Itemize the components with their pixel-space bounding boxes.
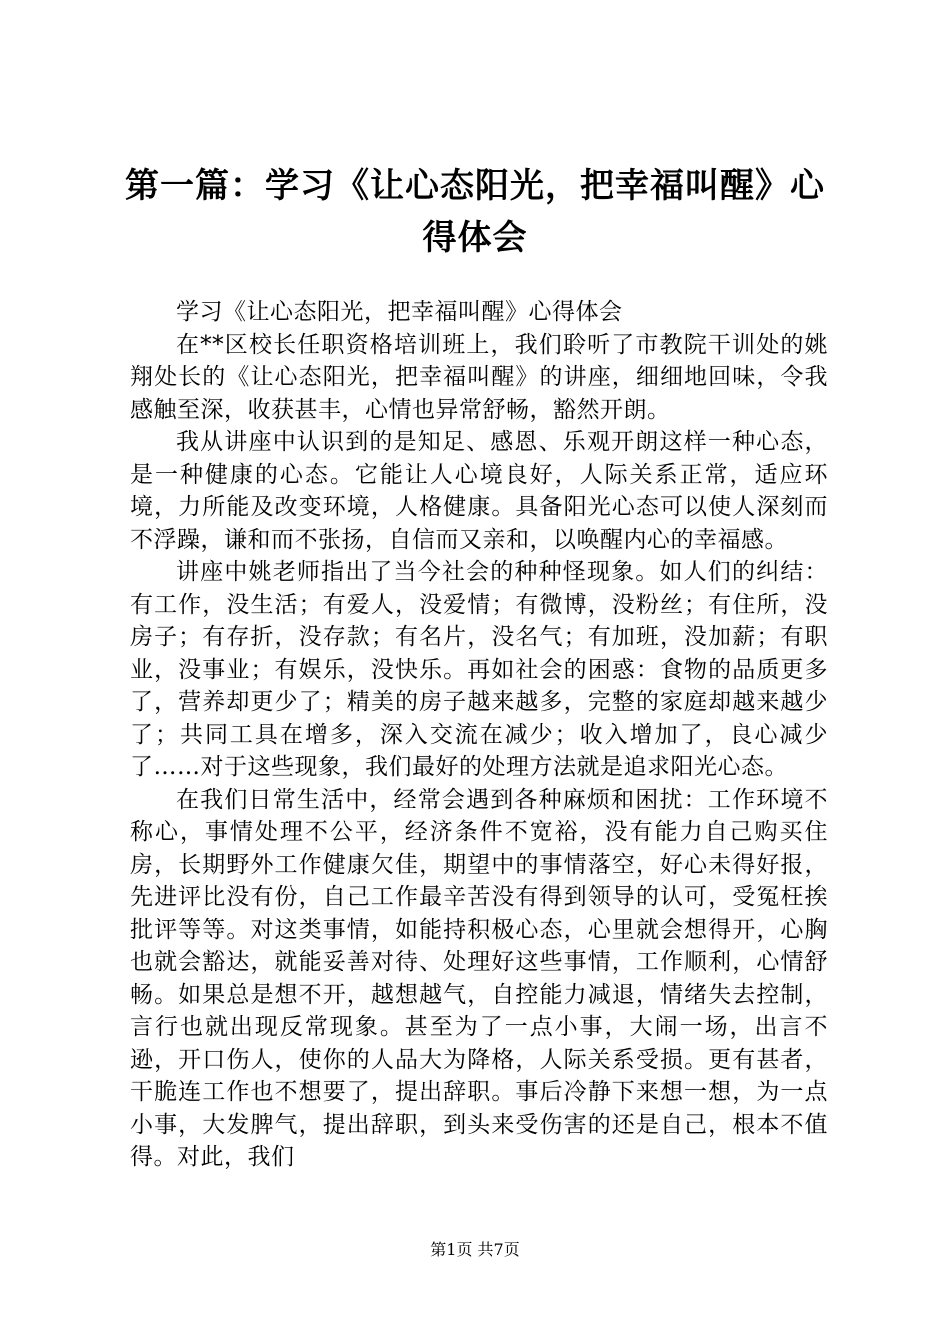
document-title: 第一篇：学习《让心态阳光，把幸福叫醒》心得体会 (125, 166, 825, 258)
paragraph: 在我们日常生活中，经常会遇到各种麻烦和困扰：工作环境不称心，事情处理不公平，经济条件不宽裕，没有能力自己购买住房，长期野外工作健康欠佳，期望中的事情落空，好心未得好报，先进评比没有份，自己工作最辛苦没有得到领导的认可，受冤枉挨批评等等。对这类事情，如能持积极心态，心里就会想得开，心胸也就会豁达，就能妥善对待、处理好这些事情，工作顺利，心情舒畅。如果总是想不开，越想越气，自控能力减退，情绪失去控制，言行也就出现反常现象。甚至为了一点小事，大闹一场，出言不逊，开口伤人，使你的人品大为降格，人际关系受损。更有甚者，干脆连工作也不想要了，提出辞职。事后冷静下来想一想，为一点小事，大发脾气，提出辞职，到头来受伤害的还是自己，根本不值得。对此，我们 (130, 786, 828, 1170)
paragraph-subtitle: 学习《让心态阳光，把幸福叫醒》心得体会 (176, 299, 623, 325)
document-body (130, 296, 828, 1174)
page-footer: 第1页 共7页 (430, 1240, 520, 1259)
paragraph: 讲座中姚老师指出了当今社会的种种怪现象。如人们的纠结：有工作，没生活；有爱人，没爱情；有微博，没粉丝；有住所，没房子；有存折，没存款；有名片，没名气；有加班，没加薪；有职业，没事业；有娱乐，没快乐。再如社会的困惑：食物的品质更多了，营养却更少了；精美的房子越来越多，完整的家庭却越来越少了；共同工具在增多，深入交流在减少；收入增加了，良心减少了……对于这些现象，我们最好的处理方法就是追求阳光心态。 (130, 559, 828, 780)
paragraph: 在**区校长任职资格培训班上，我们聆听了市教院干训处的姚翔处长的《让心态阳光，把幸福叫醒》的讲座，细细地回味，令我感触至深，收获甚丰，心情也异常舒畅，豁然开朗。 (130, 331, 828, 423)
paragraph: 我从讲座中认识到的是知足、感恩、乐观开朗这样一种心态，是一种健康的心态。它能让人心境良好，人际关系正常，适应环境，力所能及改变环境，人格健康。具备阳光心态可以使人深刻而不浮躁，谦和而不张扬，自信而又亲和，以唤醒内心的幸福感。 (130, 429, 828, 553)
